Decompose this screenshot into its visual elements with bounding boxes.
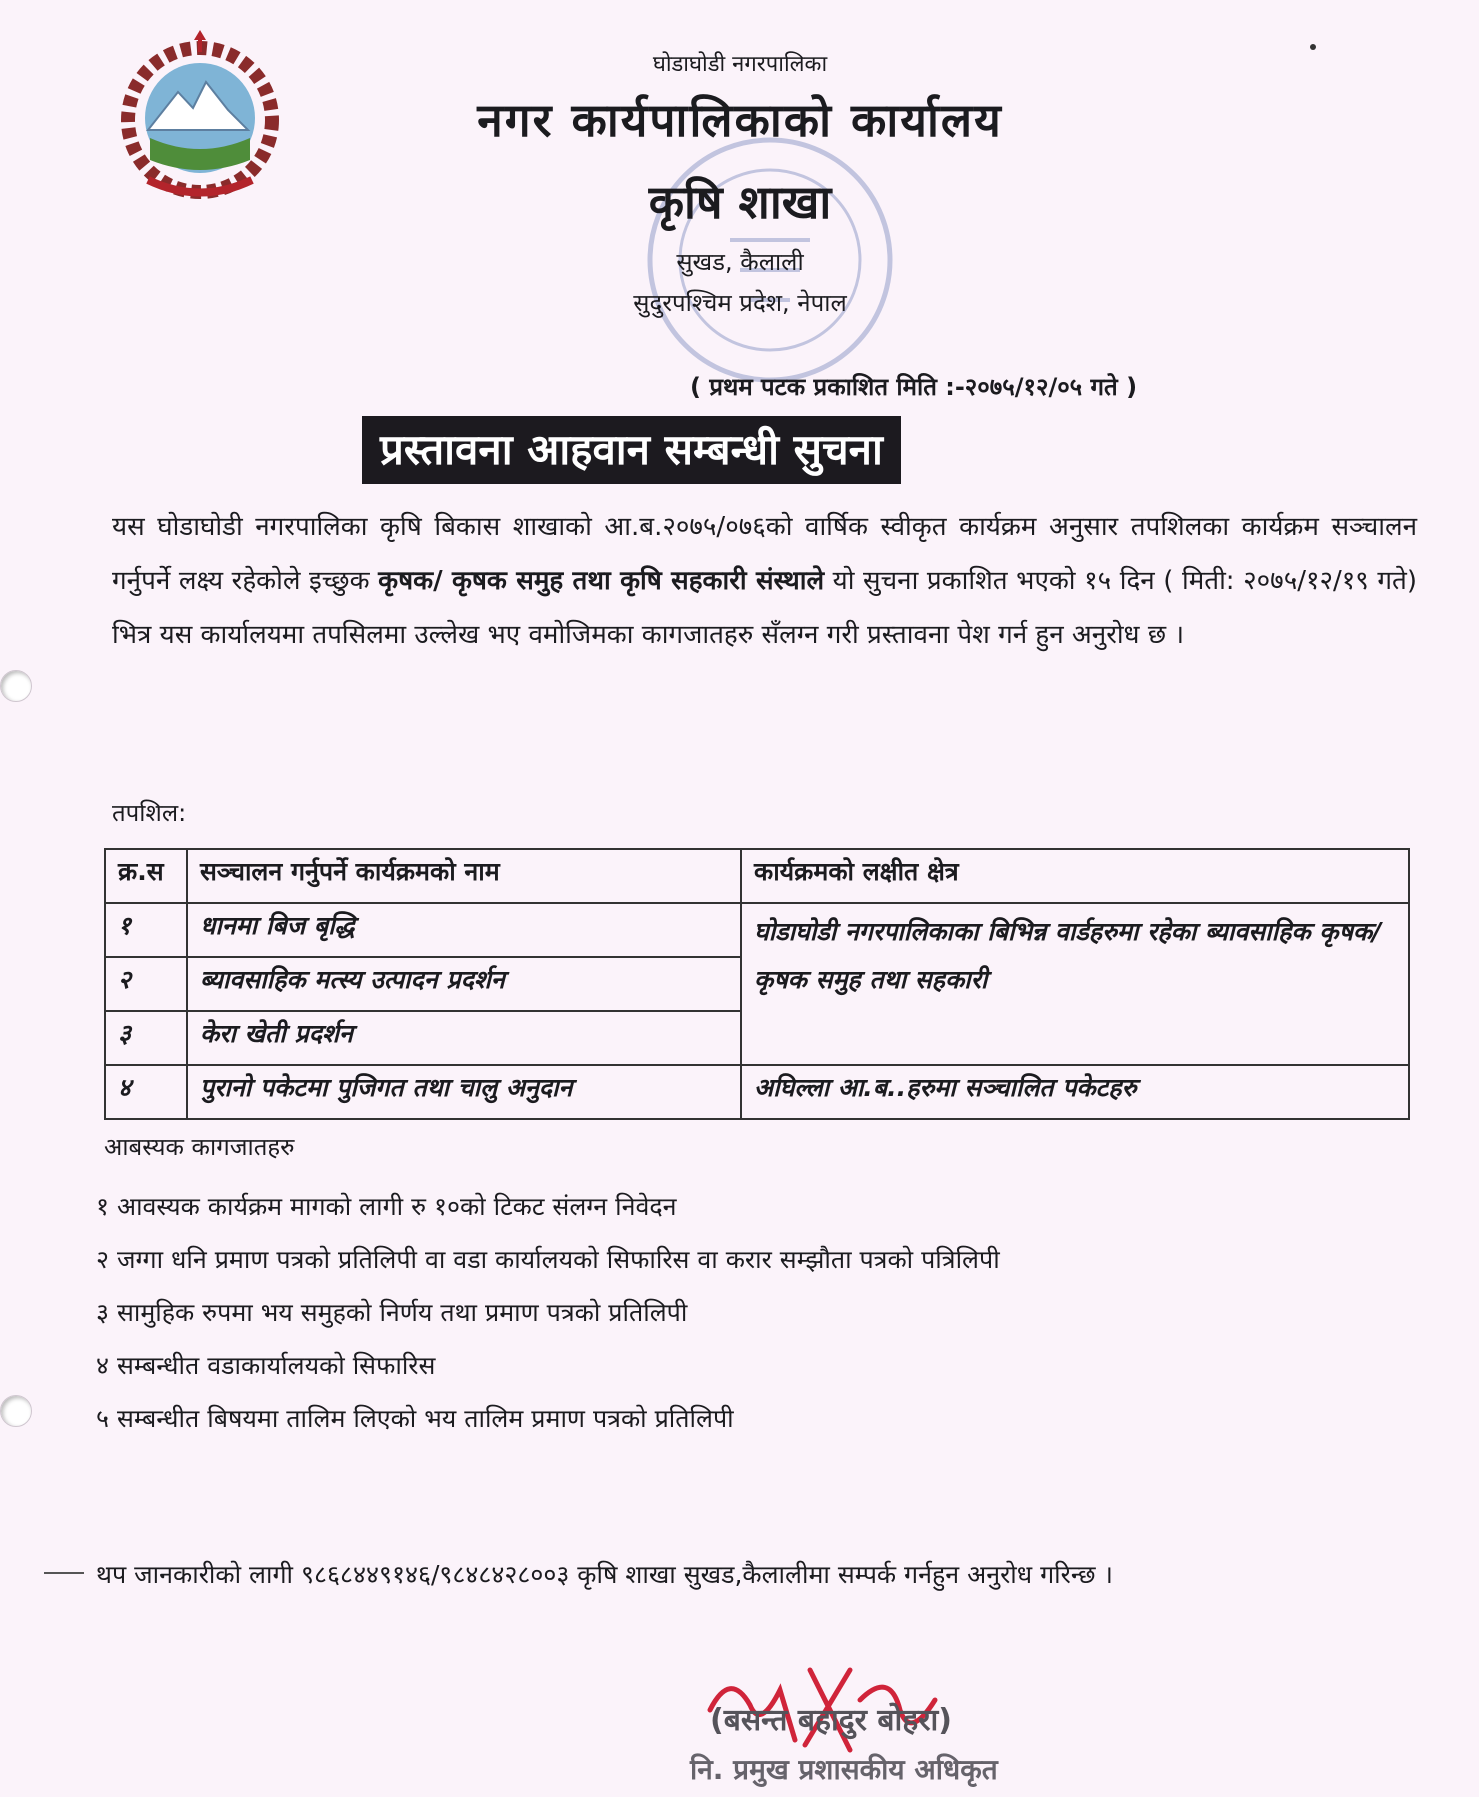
header-target-area: कार्यक्रमको लक्षीत क्षेत्र [741,849,1409,903]
publication-date-note: ( प्रथम पटक प्रकाशित मिति :-२०७५/१२/०५ गते ) [690,373,1138,401]
list-item: ३ सामुहिक रुपमा भय समुहको निर्णय तथा प्रमाण पत्रको प्रतिलिपी [96,1298,688,1327]
table-row [105,1065,1409,1119]
branch-title: कृषि शाखा [648,175,832,229]
address-line-1: सुखड, कैलाली [676,248,804,276]
table-row [105,903,1409,957]
intro-text-2: यो सुचना प्रकाशित भएको १५ दिन ( मिती: २०७५/१२/१९ गते) भित्र यस कार्यालयमा तपसिलमा उल्लेख भए वमोजिमका कागजातहरु सँलग्न गरी प्रस्तावना पेश गर्न हुन अनुरोध छ । [112,566,1417,650]
header-serial: क्र.स [105,849,187,903]
list-item: १ आवस्यक कार्यक्रम मागको लागी रु १०को टिकट संलग्न निवेदन [96,1192,677,1221]
row-program-name: धानमा बिज बृद्धि [187,903,741,957]
row-serial: ३ [105,1011,187,1065]
row-serial: ४ [105,1065,187,1119]
list-item: ४ सम्बन्धीत वडाकार्यालयको सिफारिस [96,1351,436,1380]
punch-hole [0,1395,32,1427]
intro-text-1: यस घोडाघोडी नगरपालिका कृषि बिकास शाखाको आ.ब.२०७५/०७६को वार्षिक स्वीकृत कार्यक्रम अनुसार तपशिलका कार्यक्रम सञ्चालन गर्नुपर्ने लक्ष्य रहेकोले इच्छुक [112,512,1417,596]
signatory-name: (बसन्त बहादुर बोहरा) [710,1703,952,1738]
row-program-name: पुरानो पकेटमा पुजिगत तथा चालु अनुदान [187,1065,741,1119]
notice-title-banner: प्रस्तावना आहवान सम्बन्धी सुचना [362,416,901,484]
intro-text-bold: कृषक/ कृषक समुह तथा कृषि सहकारी संस्थाले [378,566,825,596]
intro-paragraph [112,500,1417,662]
header-program-name: सञ्चालन गर्नुपर्ने कार्यक्रमको नाम [187,849,741,903]
documents-list [96,1180,1416,1445]
program-table [104,848,1410,1120]
signatory-title: नि. प्रमुख प्रशासकीय अधिकृत [690,1753,998,1786]
list-item: २ जग्गा धनि प्रमाण पत्रको प्रतिलिपी वा वडा कार्यालयको सिफारिस वा करार सम्झौता पत्रको पत्रिलिपी [96,1245,1000,1274]
contact-paragraph: थप जानकारीको लागी ९८६८४४९१४६/९८४८४२८००३ कृषि शाखा सुखड,कैलालीमा सम्पर्क गर्नहुन अनुरोध गरिन्छ । [96,1560,1113,1589]
details-label: तपशिल: [112,799,187,827]
row-serial: १ [105,903,187,957]
documents-title: आबस्यक कागजातहरु [104,1133,295,1161]
margin-dash [44,1572,84,1574]
nepal-emblem-icon [108,30,293,205]
address-line-2: सुदुरपश्चिम प्रदेश, नेपाल [633,289,847,317]
row-program-name: केरा खेती प्रदर्शन [187,1011,741,1065]
table-header-row [105,849,1409,903]
row-program-name: ब्यावसाहिक मत्स्य उत्पादन प्रदर्शन [187,957,741,1011]
list-item: ५ सम्बन्धीत बिषयमा तालिम लिएको भय तालिम प्रमाण पत्रको प्रतिलिपी [96,1404,734,1433]
row-target-area: अघिल्ला आ.ब..हरुमा सञ्चालित पकेटहरु [741,1065,1409,1119]
row-serial: २ [105,957,187,1011]
ink-dot [1310,44,1316,50]
row-target-area: घोडाघोडी नगरपालिकाका बिभिन्न वार्डहरुमा रहेका ब्यावसाहिक कृषक/कृषक समुह तथा सहकारी [741,903,1409,1065]
municipality-name: घोडाघोडी नगरपालिका [652,52,828,77]
office-title: नगर कार्यपालिकाको कार्यालय [477,93,1003,147]
punch-hole [0,670,32,702]
